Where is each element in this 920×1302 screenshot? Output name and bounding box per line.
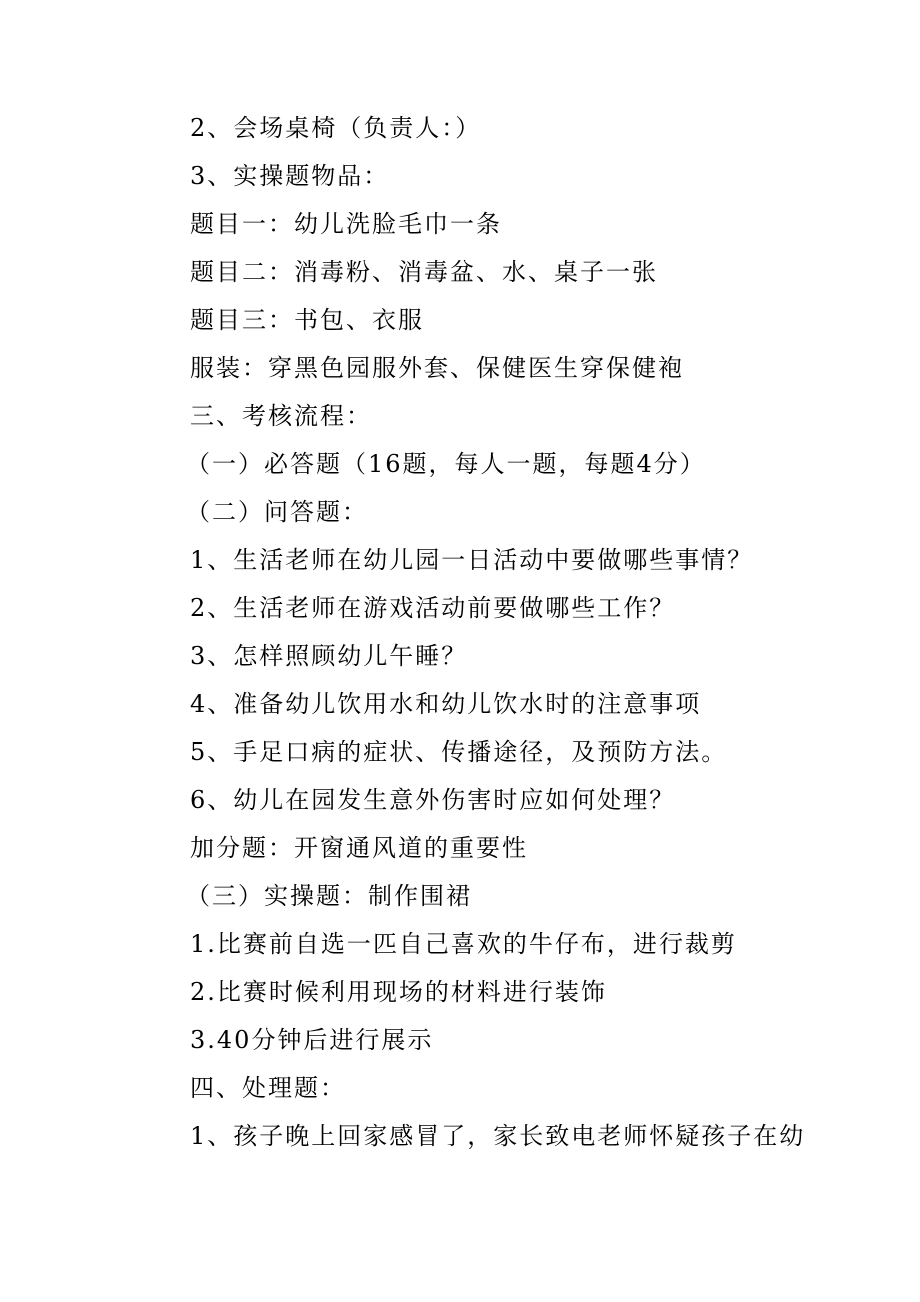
subsection-heading: （三）实操题：制作围裙 xyxy=(186,882,472,910)
doc-line: 题目二：消毒粉、消毒盆、水、桌子一张 xyxy=(190,258,658,286)
section-heading: 三、考核流程： xyxy=(190,402,372,430)
section-heading: 四、处理题： xyxy=(190,1074,346,1102)
doc-line: 3、实操题物品： xyxy=(190,162,390,190)
doc-line: 2.比赛时候利用现场的材料进行装饰 xyxy=(190,978,607,1006)
doc-line: 服装：穿黑色园服外套、保健医生穿保健袍 xyxy=(190,354,684,382)
doc-line: 1、孩子晚上回家感冒了，家长致电老师怀疑孩子在幼 xyxy=(190,1122,806,1150)
doc-line: 2、生活老师在游戏活动前要做哪些工作？ xyxy=(190,594,676,622)
doc-line: 3.40分钟后进行展示 xyxy=(190,1026,434,1054)
doc-line: 3、怎样照顾幼儿午睡？ xyxy=(190,642,468,670)
doc-line: 5、手足口病的症状、传播途径，及预防方法。 xyxy=(190,738,728,766)
doc-line: 加分题：开窗通风道的重要性 xyxy=(190,834,528,862)
subsection-heading: （二）问答题： xyxy=(186,498,368,526)
doc-line: 6、幼儿在园发生意外伤害时应如何处理？ xyxy=(190,786,676,814)
doc-line: 2、会场桌椅（负责人：） xyxy=(190,114,482,142)
doc-line: 题目一：幼儿洗脸毛巾一条 xyxy=(190,210,502,238)
doc-line: 4、准备幼儿饮用水和幼儿饮水时的注意事项 xyxy=(190,690,702,718)
document-body xyxy=(0,104,920,1160)
subsection-heading: （一）必答题（16题，每人一题，每题4分） xyxy=(186,450,706,478)
doc-line: 1.比赛前自选一匹自己喜欢的牛仔布，进行裁剪 xyxy=(190,930,737,958)
doc-line: 1、生活老师在幼儿园一日活动中要做哪些事情？ xyxy=(190,546,754,574)
doc-line: 题目三：书包、衣服 xyxy=(190,306,424,334)
